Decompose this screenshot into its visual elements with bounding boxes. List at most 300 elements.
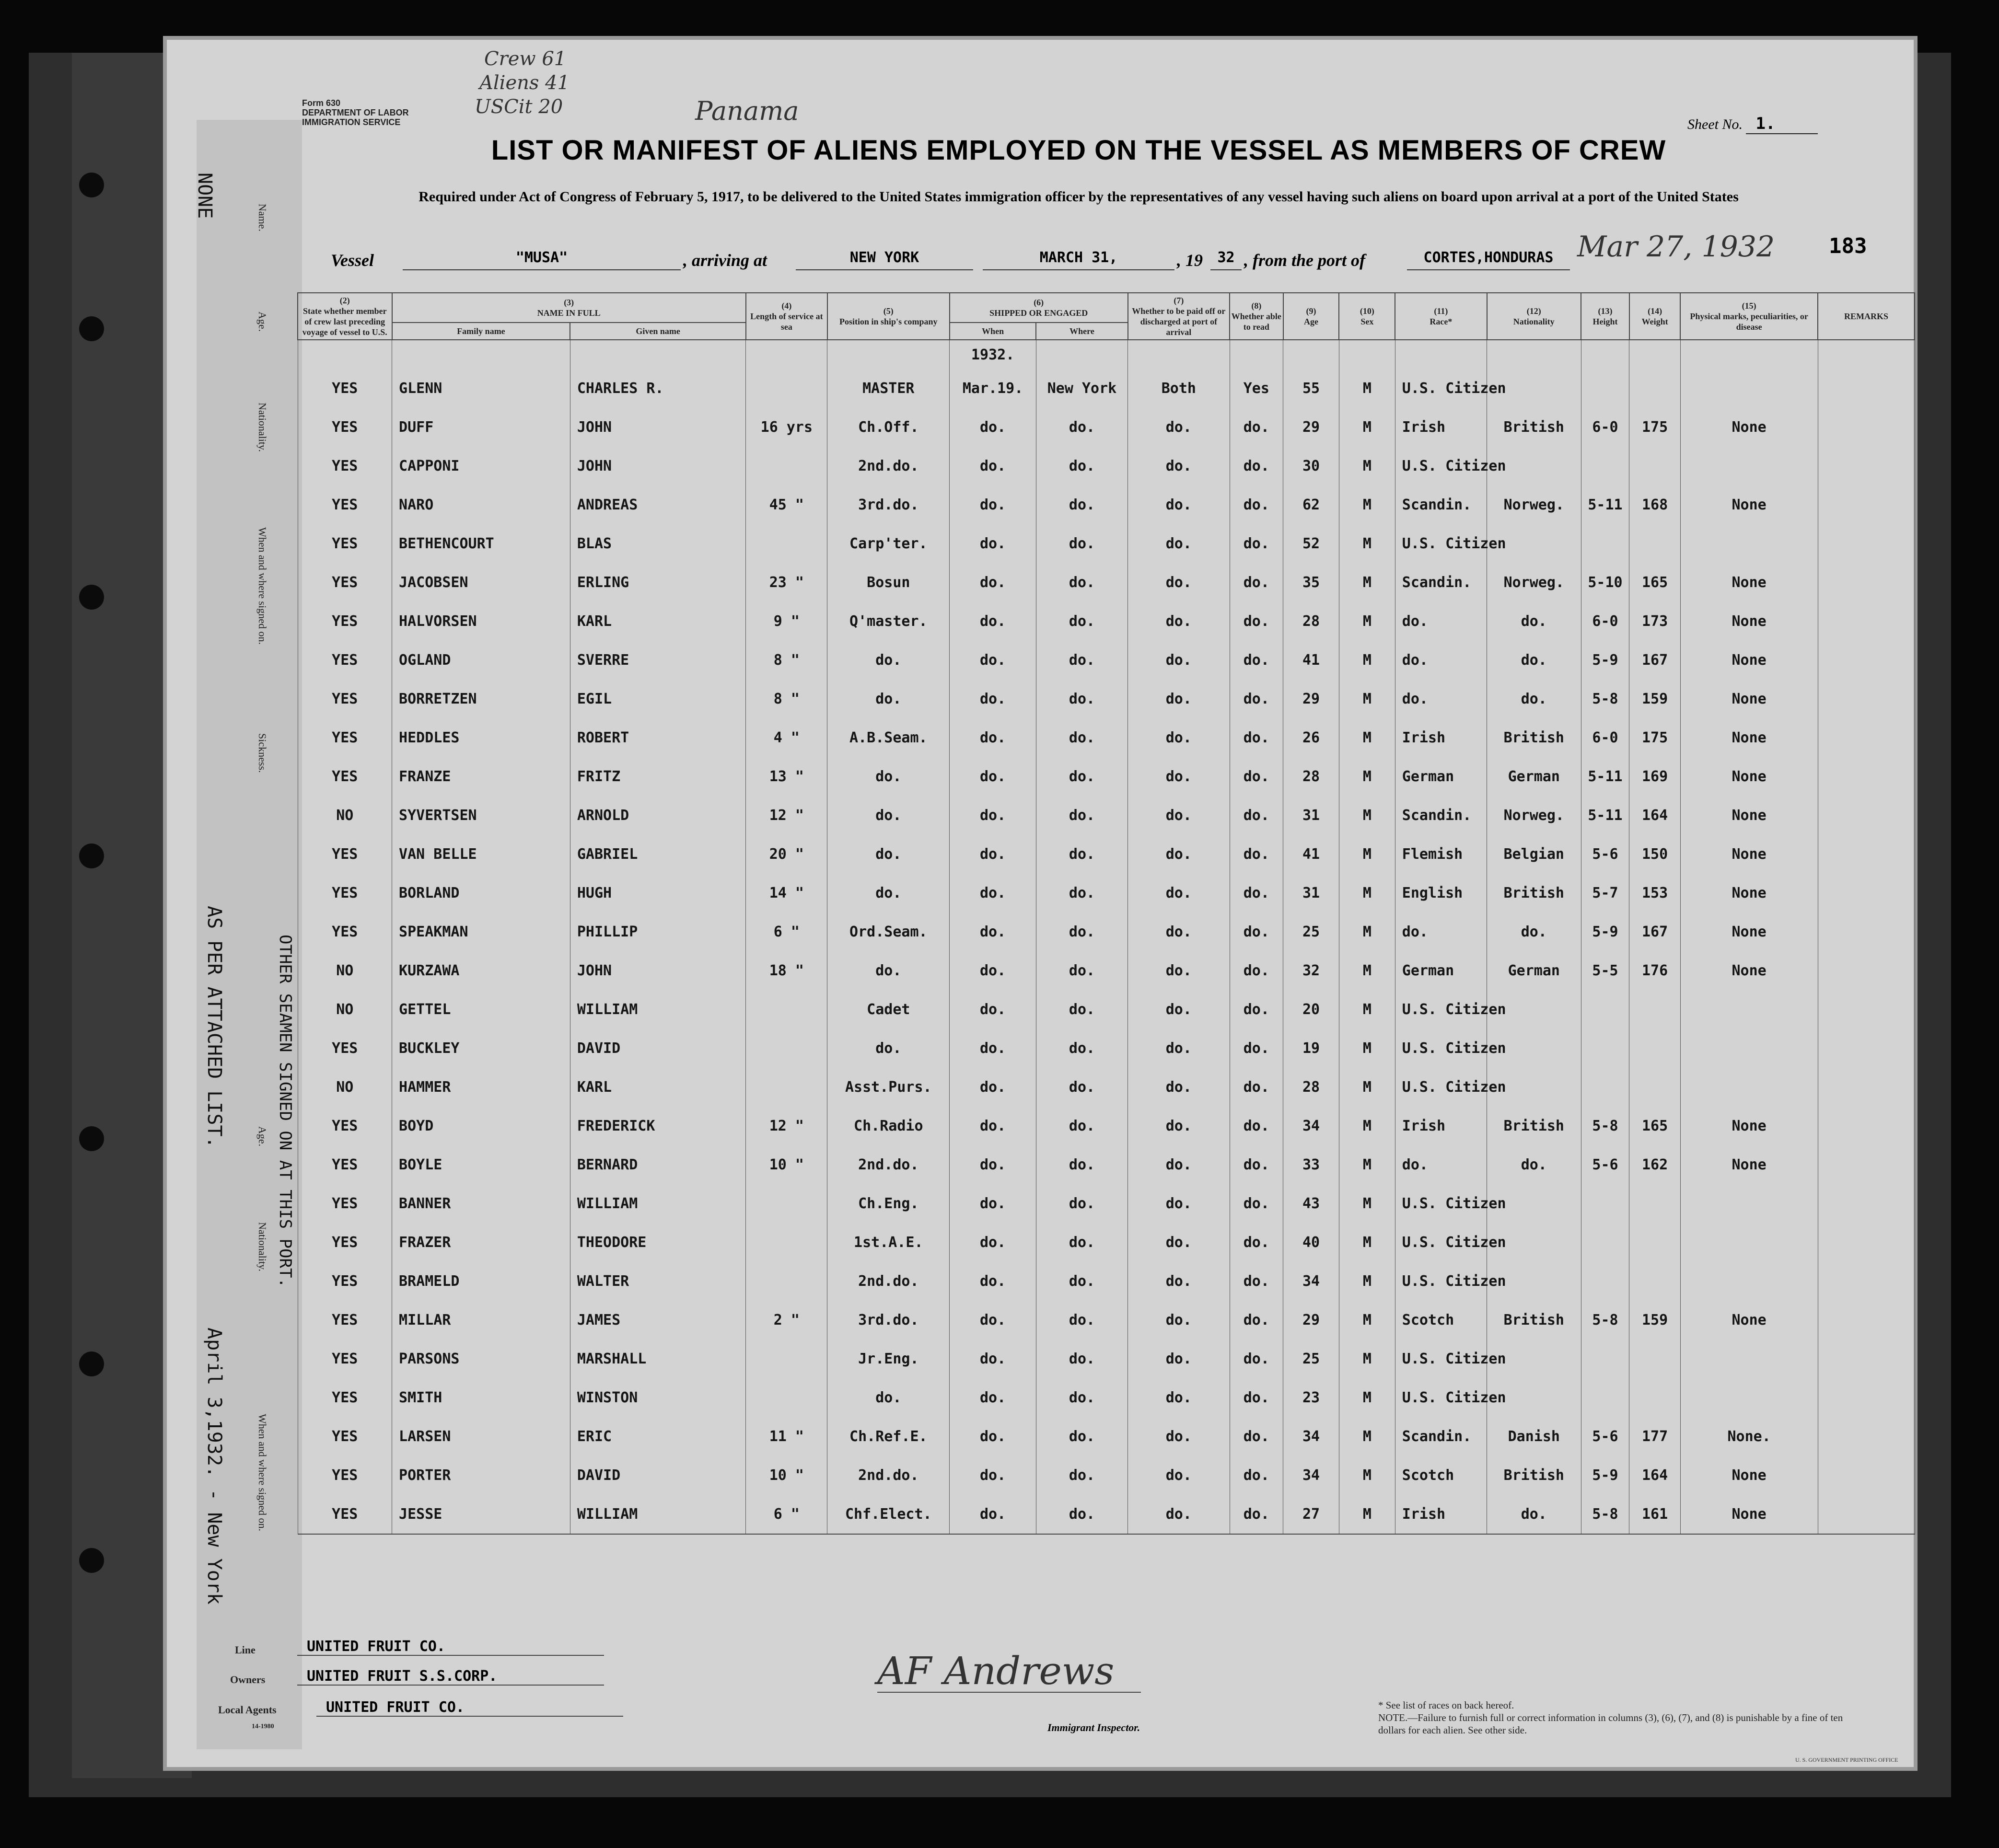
paid-off-cell: do.: [1128, 1301, 1230, 1340]
side-signed-on-value: April 3,1932. - New York: [203, 1328, 225, 1605]
line-label: Line: [235, 1644, 256, 1656]
height-cell: [1581, 1184, 1629, 1223]
position-cell: Carp'ter.: [827, 524, 950, 563]
shipped-when-cell: do.: [950, 1495, 1036, 1534]
weight-cell: [1629, 447, 1680, 485]
shipped-where-cell: do.: [1036, 718, 1127, 757]
able-to-read-cell: do.: [1230, 1107, 1283, 1145]
weight-cell: 159: [1629, 680, 1680, 718]
weight-cell: 161: [1629, 1495, 1680, 1534]
sex-cell: M: [1339, 485, 1395, 524]
sex-cell: M: [1339, 447, 1395, 485]
crew-row: [298, 485, 1915, 524]
race-cell: U.S. Citizen: [1395, 1223, 1487, 1262]
service-cell: [746, 447, 827, 485]
crew-row: [298, 1417, 1915, 1456]
nationality-cell: British: [1487, 408, 1581, 447]
family-name-cell: BRAMELD: [392, 1262, 570, 1301]
footnote: [1378, 1699, 1858, 1736]
side-label-age: Age.: [256, 312, 268, 332]
given-name-cell: GABRIEL: [570, 835, 746, 874]
age-cell: 19: [1283, 1029, 1339, 1068]
handwritten-uscit-count: USCit 20: [475, 96, 563, 118]
race-cell: U.S. Citizen: [1395, 1262, 1487, 1301]
age-cell: 34: [1283, 1107, 1339, 1145]
able-to-read-cell: do.: [1230, 1417, 1283, 1456]
service-cell: 4 ": [746, 718, 827, 757]
shipped-where-cell: do.: [1036, 874, 1127, 912]
race-cell: do.: [1395, 680, 1487, 718]
crew-row: [298, 1068, 1915, 1107]
weight-cell: [1629, 1340, 1680, 1378]
shipped-when-cell: do.: [950, 990, 1036, 1029]
physical-marks-cell: [1680, 1262, 1818, 1301]
family-name-cell: HAMMER: [392, 1068, 570, 1107]
service-cell: 13 ": [746, 757, 827, 796]
shipped-when-cell: do.: [950, 718, 1036, 757]
remarks-cell: [1818, 369, 1915, 408]
height-cell: [1581, 447, 1629, 485]
shipped-where-cell: do.: [1036, 990, 1127, 1029]
side-label-nationality-2: Nationality.: [256, 1222, 268, 1272]
form-service: IMMIGRATION SERVICE: [302, 117, 401, 127]
remarks-cell: [1818, 718, 1915, 757]
age-cell: 27: [1283, 1495, 1339, 1534]
height-cell: 5-7: [1581, 874, 1629, 912]
physical-marks-cell: None: [1680, 602, 1818, 641]
crew-row: [298, 602, 1915, 641]
weight-cell: [1629, 1029, 1680, 1068]
able-to-read-cell: do.: [1230, 757, 1283, 796]
able-to-read-cell: do.: [1230, 1340, 1283, 1378]
shipped-when-cell: do.: [950, 874, 1036, 912]
family-name-cell: SYVERTSEN: [392, 796, 570, 835]
nationality-cell: Danish: [1487, 1417, 1581, 1456]
agents-value: UNITED FRUIT CO.: [316, 1699, 623, 1717]
height-cell: [1581, 524, 1629, 563]
paid-off-cell: do.: [1128, 485, 1230, 524]
physical-marks-cell: None: [1680, 1456, 1818, 1495]
crew-row: [298, 757, 1915, 796]
service-cell: [746, 369, 827, 408]
position-cell: 3rd.do.: [827, 485, 950, 524]
family-name-cell: VAN BELLE: [392, 835, 570, 874]
side-label-nationality: Nationality.: [256, 403, 268, 452]
prev-voyage-cell: NO: [298, 1068, 392, 1107]
given-name-cell: ROBERT: [570, 718, 746, 757]
service-cell: 6 ": [746, 912, 827, 951]
shipped-when-cell: do.: [950, 1340, 1036, 1378]
able-to-read-cell: do.: [1230, 1456, 1283, 1495]
shipped-where-cell: do.: [1036, 447, 1127, 485]
age-cell: 35: [1283, 563, 1339, 602]
family-name-cell: PARSONS: [392, 1340, 570, 1378]
crew-row: [298, 1301, 1915, 1340]
side-attached-list: AS PER ATTACHED LIST.: [203, 906, 225, 1148]
prev-voyage-cell: YES: [298, 757, 392, 796]
year-row: [298, 340, 1915, 369]
arrival-port: NEW YORK: [796, 249, 973, 270]
position-cell: Ch.Ref.E.: [827, 1417, 950, 1456]
sex-cell: M: [1339, 680, 1395, 718]
from-port: CORTES,HONDURAS: [1407, 249, 1570, 270]
prev-voyage-cell: YES: [298, 602, 392, 641]
sex-cell: M: [1339, 1378, 1395, 1417]
shipped-when-cell: do.: [950, 835, 1036, 874]
sex-cell: M: [1339, 1029, 1395, 1068]
remarks-cell: [1818, 796, 1915, 835]
shipped-when-cell: do.: [950, 447, 1036, 485]
family-name-cell: BETHENCOURT: [392, 524, 570, 563]
family-name-cell: BUCKLEY: [392, 1029, 570, 1068]
remarks-cell: [1818, 1340, 1915, 1378]
age-cell: 25: [1283, 912, 1339, 951]
weight-cell: 164: [1629, 796, 1680, 835]
able-to-read-cell: do.: [1230, 835, 1283, 874]
side-middle-stamp: OTHER SEAMEN SIGNED ON AT THIS PORT.: [276, 935, 295, 1288]
race-cell: do.: [1395, 641, 1487, 680]
race-cell: Irish: [1395, 1495, 1487, 1534]
side-label-signed-on-2: When and where signed on.: [256, 1414, 268, 1531]
physical-marks-cell: [1680, 1068, 1818, 1107]
physical-marks-cell: None: [1680, 680, 1818, 718]
crew-row: [298, 990, 1915, 1029]
race-cell: U.S. Citizen: [1395, 1378, 1487, 1417]
family-name-cell: OGLAND: [392, 641, 570, 680]
side-label-signed-on: When and where signed on.: [256, 527, 268, 645]
prev-voyage-cell: YES: [298, 835, 392, 874]
crew-row: [298, 796, 1915, 835]
shipped-where-cell: do.: [1036, 641, 1127, 680]
col-position-header: (5) Position in ship's company: [827, 293, 950, 340]
shipped-when-cell: do.: [950, 1378, 1036, 1417]
nationality-cell: British: [1487, 1107, 1581, 1145]
able-to-read-cell: do.: [1230, 408, 1283, 447]
given-name-cell: CHARLES R.: [570, 369, 746, 408]
physical-marks-cell: None: [1680, 796, 1818, 835]
sex-cell: M: [1339, 1184, 1395, 1223]
prev-voyage-cell: YES: [298, 1456, 392, 1495]
paid-off-cell: do.: [1128, 1184, 1230, 1223]
weight-cell: [1629, 1223, 1680, 1262]
crew-row: [298, 912, 1915, 951]
age-cell: 34: [1283, 1417, 1339, 1456]
family-name-cell: GETTEL: [392, 990, 570, 1029]
shipped-where-cell: do.: [1036, 485, 1127, 524]
given-name-cell: JAMES: [570, 1301, 746, 1340]
nationality-cell: Belgian: [1487, 835, 1581, 874]
prev-voyage-cell: NO: [298, 951, 392, 990]
physical-marks-cell: [1680, 369, 1818, 408]
race-cell: English: [1395, 874, 1487, 912]
nationality-cell: do.: [1487, 1145, 1581, 1184]
binder-hole: [79, 843, 104, 868]
shipped-when-cell: do.: [950, 602, 1036, 641]
shipped-where-cell: do.: [1036, 1340, 1127, 1378]
shipped-where-cell: do.: [1036, 1068, 1127, 1107]
remarks-cell: [1818, 1029, 1915, 1068]
given-name-cell: ANDREAS: [570, 485, 746, 524]
given-name-cell: WILLIAM: [570, 1495, 746, 1534]
physical-marks-cell: None.: [1680, 1417, 1818, 1456]
inspector-label: Immigrant Inspector.: [1047, 1721, 1140, 1733]
height-cell: 5-8: [1581, 1301, 1629, 1340]
nationality-cell: Norweg.: [1487, 485, 1581, 524]
height-cell: 5-8: [1581, 1495, 1629, 1534]
handwritten-panama: Panama: [695, 96, 799, 126]
sex-cell: M: [1339, 1456, 1395, 1495]
shipped-where-cell: do.: [1036, 1456, 1127, 1495]
shipped-where-cell: do.: [1036, 1107, 1127, 1145]
position-cell: do.: [827, 835, 950, 874]
family-name-cell: FRANZE: [392, 757, 570, 796]
position-cell: do.: [827, 757, 950, 796]
given-name-cell: KARL: [570, 1068, 746, 1107]
paid-off-cell: do.: [1128, 1145, 1230, 1184]
weight-cell: 175: [1629, 408, 1680, 447]
side-label-sickness: Sickness.: [256, 733, 268, 773]
family-name-cell: KURZAWA: [392, 951, 570, 990]
prev-voyage-cell: YES: [298, 874, 392, 912]
age-cell: 29: [1283, 680, 1339, 718]
remarks-cell: [1818, 951, 1915, 990]
shipped-when-cell: do.: [950, 1068, 1036, 1107]
service-cell: [746, 1340, 827, 1378]
remarks-cell: [1818, 1301, 1915, 1340]
service-cell: [746, 990, 827, 1029]
age-cell: 40: [1283, 1223, 1339, 1262]
binder-hole: [79, 1126, 104, 1151]
side-top-value: NONE: [194, 173, 216, 219]
race-cell: U.S. Citizen: [1395, 447, 1487, 485]
physical-marks-cell: [1680, 447, 1818, 485]
position-cell: do.: [827, 641, 950, 680]
shipped-when-cell: do.: [950, 1107, 1036, 1145]
prev-voyage-cell: YES: [298, 1184, 392, 1223]
arrival-date: MARCH 31,: [983, 249, 1174, 270]
given-name-cell: FRITZ: [570, 757, 746, 796]
nationality-cell: do.: [1487, 680, 1581, 718]
position-cell: do.: [827, 1029, 950, 1068]
shipped-where-cell: do.: [1036, 563, 1127, 602]
sex-cell: M: [1339, 990, 1395, 1029]
remarks-cell: [1818, 1145, 1915, 1184]
given-name-cell: SVERRE: [570, 641, 746, 680]
shipped-when-cell: do.: [950, 641, 1036, 680]
able-to-read-cell: do.: [1230, 1029, 1283, 1068]
nationality-cell: British: [1487, 1456, 1581, 1495]
shipped-where-cell: do.: [1036, 1417, 1127, 1456]
sex-cell: M: [1339, 951, 1395, 990]
service-cell: 10 ": [746, 1456, 827, 1495]
col-name-header: (3) NAME IN FULL: [392, 293, 746, 323]
position-cell: 2nd.do.: [827, 447, 950, 485]
inspector-signature: AF Andrews: [877, 1649, 1115, 1693]
family-name-cell: SPEAKMAN: [392, 912, 570, 951]
height-cell: 5-9: [1581, 641, 1629, 680]
given-name-cell: THEODORE: [570, 1223, 746, 1262]
crew-row: [298, 524, 1915, 563]
shipped-when-cell: do.: [950, 1417, 1036, 1456]
given-name-cell: WINSTON: [570, 1378, 746, 1417]
crew-row: [298, 1107, 1915, 1145]
race-cell: Scotch: [1395, 1456, 1487, 1495]
weight-cell: 177: [1629, 1417, 1680, 1456]
service-cell: [746, 1184, 827, 1223]
year-cell: 1932.: [950, 340, 1036, 369]
given-name-cell: FREDERICK: [570, 1107, 746, 1145]
position-cell: do.: [827, 1378, 950, 1417]
sex-cell: M: [1339, 874, 1395, 912]
paid-off-cell: do.: [1128, 1340, 1230, 1378]
race-cell: U.S. Citizen: [1395, 1068, 1487, 1107]
physical-marks-cell: None: [1680, 757, 1818, 796]
weight-cell: [1629, 1378, 1680, 1417]
physical-marks-cell: None: [1680, 835, 1818, 874]
paid-off-cell: do.: [1128, 874, 1230, 912]
footnote-penalty: NOTE.—Failure to furnish full or correct information in columns (3), (6), (7), and (8) is punishable by a fine of ten dollars for each alien. See other side.: [1378, 1712, 1843, 1736]
col-given-name-header: Given name: [570, 323, 746, 340]
service-cell: 11 ": [746, 1417, 827, 1456]
weight-cell: 167: [1629, 912, 1680, 951]
race-cell: U.S. Citizen: [1395, 524, 1487, 563]
service-cell: 10 ": [746, 1145, 827, 1184]
family-name-cell: DUFF: [392, 408, 570, 447]
col-remarks-header: REMARKS: [1818, 293, 1915, 340]
footnote-races: * See list of races on back hereof.: [1378, 1699, 1514, 1711]
height-cell: 5-10: [1581, 563, 1629, 602]
height-cell: 5-11: [1581, 485, 1629, 524]
shipped-when-cell: do.: [950, 485, 1036, 524]
owners-value: UNITED FRUIT S.S.CORP.: [297, 1668, 604, 1686]
given-name-cell: MARSHALL: [570, 1340, 746, 1378]
shipped-when-cell: do.: [950, 951, 1036, 990]
height-cell: 5-11: [1581, 796, 1629, 835]
crew-row: [298, 369, 1915, 408]
shipped-where-cell: do.: [1036, 680, 1127, 718]
service-cell: 18 ": [746, 951, 827, 990]
position-cell: do.: [827, 680, 950, 718]
given-name-cell: KARL: [570, 602, 746, 641]
remarks-cell: [1818, 990, 1915, 1029]
weight-cell: 165: [1629, 563, 1680, 602]
race-cell: U.S. Citizen: [1395, 1184, 1487, 1223]
able-to-read-cell: do.: [1230, 1378, 1283, 1417]
family-name-cell: MILLAR: [392, 1301, 570, 1340]
race-cell: German: [1395, 757, 1487, 796]
sex-cell: M: [1339, 1495, 1395, 1534]
shipped-when-cell: do.: [950, 1456, 1036, 1495]
handwritten-crew-count: Crew 61: [484, 48, 567, 70]
binder-hole: [79, 316, 104, 341]
prev-voyage-cell: YES: [298, 912, 392, 951]
col-read-header: (8) Whether able to read: [1230, 293, 1283, 340]
col-nationality-header: (12) Nationality: [1487, 293, 1581, 340]
binder-hole: [79, 585, 104, 610]
able-to-read-cell: do.: [1230, 1301, 1283, 1340]
crew-row: [298, 1223, 1915, 1262]
prev-voyage-cell: YES: [298, 524, 392, 563]
sex-cell: M: [1339, 1107, 1395, 1145]
shipped-when-cell: do.: [950, 1262, 1036, 1301]
height-cell: [1581, 1068, 1629, 1107]
prev-voyage-cell: YES: [298, 1145, 392, 1184]
given-name-cell: ARNOLD: [570, 796, 746, 835]
shipped-when-cell: do.: [950, 796, 1036, 835]
height-cell: 5-9: [1581, 1456, 1629, 1495]
service-cell: 14 ": [746, 874, 827, 912]
prev-voyage-cell: NO: [298, 990, 392, 1029]
physical-marks-cell: None: [1680, 951, 1818, 990]
height-cell: 5-11: [1581, 757, 1629, 796]
year-prefix: , 19: [1177, 251, 1203, 270]
prev-voyage-cell: YES: [298, 1417, 392, 1456]
paid-off-cell: do.: [1128, 602, 1230, 641]
shipped-where-cell: do.: [1036, 1495, 1127, 1534]
paid-off-cell: do.: [1128, 1456, 1230, 1495]
height-cell: [1581, 369, 1629, 408]
paid-off-cell: do.: [1128, 1068, 1230, 1107]
physical-marks-cell: [1680, 1378, 1818, 1417]
shipped-where-cell: do.: [1036, 757, 1127, 796]
shipped-where-cell: do.: [1036, 1378, 1127, 1417]
prev-voyage-cell: YES: [298, 485, 392, 524]
able-to-read-cell: do.: [1230, 447, 1283, 485]
crew-row: [298, 1029, 1915, 1068]
able-to-read-cell: do.: [1230, 602, 1283, 641]
crew-row: [298, 1495, 1915, 1534]
given-name-cell: JOHN: [570, 408, 746, 447]
shipped-when-cell: do.: [950, 524, 1036, 563]
given-name-cell: JOHN: [570, 447, 746, 485]
height-cell: 5-9: [1581, 912, 1629, 951]
position-cell: Ch.Off.: [827, 408, 950, 447]
prev-voyage-cell: YES: [298, 1495, 392, 1534]
prev-voyage-cell: NO: [298, 796, 392, 835]
given-name-cell: HUGH: [570, 874, 746, 912]
remarks-cell: [1818, 1456, 1915, 1495]
remarks-cell: [1818, 835, 1915, 874]
height-cell: [1581, 990, 1629, 1029]
weight-cell: 167: [1629, 641, 1680, 680]
service-cell: 12 ": [746, 1107, 827, 1145]
service-cell: 8 ": [746, 680, 827, 718]
crew-row: [298, 563, 1915, 602]
shipped-where-cell: New York: [1036, 369, 1127, 408]
crew-row: [298, 718, 1915, 757]
service-cell: 12 ": [746, 796, 827, 835]
age-cell: 55: [1283, 369, 1339, 408]
age-cell: 29: [1283, 408, 1339, 447]
weight-cell: 150: [1629, 835, 1680, 874]
physical-marks-cell: [1680, 1223, 1818, 1262]
crew-row: [298, 1145, 1915, 1184]
service-cell: [746, 1068, 827, 1107]
height-cell: [1581, 1223, 1629, 1262]
physical-marks-cell: None: [1680, 1495, 1818, 1534]
side-strip-form: [194, 120, 302, 1749]
position-cell: do.: [827, 796, 950, 835]
position-cell: Jr.Eng.: [827, 1340, 950, 1378]
sex-cell: M: [1339, 524, 1395, 563]
race-cell: do.: [1395, 912, 1487, 951]
physical-marks-cell: None: [1680, 1145, 1818, 1184]
position-cell: Bosun: [827, 563, 950, 602]
crew-row: [298, 641, 1915, 680]
position-cell: Chf.Elect.: [827, 1495, 950, 1534]
prev-voyage-cell: YES: [298, 1262, 392, 1301]
agents-label: Local Agents: [218, 1704, 277, 1716]
